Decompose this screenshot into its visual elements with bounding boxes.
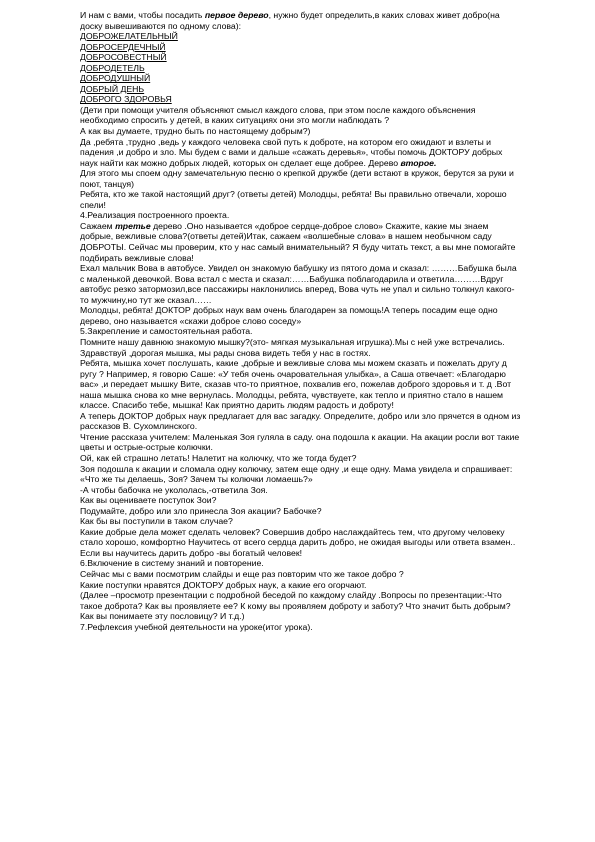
presentation-paragraph: (Далее –просмотр презентации с подробной беседой по каждому слайду .Вопросы по презентации:-Что такое доброта? Как вы проявляете ее? К кому вы проявляем доброту и заботу? Что значит быть добрым? Как вы понимаете эту пословицу? И т.д.) [80,590,511,622]
section-6-heading: 6.Включение в систему знаний и повторение. [80,558,264,569]
keyword-4: ДОБРОДЕТЕЛЬ [80,62,145,73]
question-1: Как вы оцениваете поступок Зои? [80,495,217,506]
story-paragraph: Ехал мальчик Вова в автобусе. Увидел он знакомую бабушку из пятого дома и сказал: ………Бабушка была с маленькой девочкой. Вова встал с места и сказал:……Бабушка поблагодарила и ответила………Вдруг автобус резко затормозил,все пассажиры наклонились вперед, Вова чуть не упал и сильно толкнул какого-то мужчину,но тут же сказал…… [80,263,517,305]
riddle-paragraph: А теперь ДОКТОР добрых наук предлагает для вас загадку. Определите, добро или зло прячется в одном из рассказов В. Сухомлинского. [80,410,521,432]
slides-paragraph: Сейчас мы с вами посмотрим слайды и еще раз повторим что же такое добро ? [80,568,404,579]
section-4-heading: 4.Реализация построенного проекта. [80,210,230,221]
keyword-2: ДОБРОСЕРДЕЧНЫЙ [80,41,166,52]
question-paragraph: А как вы думаете, трудно быть по настоящему добрым?) [80,126,311,137]
acts-paragraph: Какие поступки нравятся ДОКТОРУ добрых наук, а какие его огорчают. [80,579,367,590]
section-7-heading: 7.Рефлексия учебной деятельности на уроке(итог урока). [80,621,313,632]
intro-paragraph: И нам с вами, чтобы посадить первое дерево, нужно будет определить,в каких словах живет добро(на доску вывешиваются по одному слова): [80,10,500,31]
good-deeds-paragraph: Какие добрые дела может сделать человек? Совершив добро наслаждайтесь тем, что другому человеку стало хорошо, комфортно Научитесь от всего сердца дарить добро, не ожидая выгоды или ответа взамен.. Если вы научитесь дарить добро -вы богатый человек! [80,526,516,558]
song-paragraph: Для этого мы споем одну замечательную песню о крепкой дружбе (дети встают в кружок, берутся за руки и поют, танцуя) [80,168,514,189]
zoya-paragraph: Зоя подошла к акации и сломала одну колючку, затем еще одну ,и еще одну. Мама увидела и спрашивает: «Что же ты делаешь, Зоя? Зачем ты колючки ломаешь?» [80,463,513,485]
emphasis-second-tree: второе. [400,157,437,168]
zoya-answer-paragraph: -А чтобы бабочка не укололась,-ответила Зоя. [80,484,268,495]
butterfly-paragraph: Ой, как ей страшно летать! Налетит на колючку, что же тогда будет? [80,452,357,463]
reading-paragraph: Чтение рассказа учителем: Маленькая Зоя гуляла в саду. она подошла к акации. На акации росли вот такие цветы и острые-острые колючки. [80,431,520,453]
friend-paragraph: Ребята, кто же такой настоящий друг? (ответы детей) Молодцы, ребята! Вы правильно отвечали, хорошо спели! [80,189,507,210]
explain-paragraph: (Дети при помощи учителя объясняют смысл каждого слова, при этом после каждого объяснения необходимо спросить у детей, в каких ситуациях они это могли наблюдать ? [80,104,476,126]
document-page [80,10,522,632]
keyword-1: ДОБРОЖЕЛАТЕЛЬНЫЙ [80,31,178,42]
section-5-heading: 5.Закрепление и самостоятельная работа. [80,326,253,337]
question-3: Как бы вы поступили в таком случае? [80,516,233,527]
mouse-game-paragraph: Ребята, мышка хочет послушать, какие ,добрые и вежливые слова мы можем сказать и пожелать другу д ругу ? Например, я говорю Саше: «У тебя очень очаровательная улыбка», а Саша отвечает: «Благодарю вас» ,и передает мышку Вите, сказав что-то приятное, похвалив его, пожелав доброго здоровья и т. д .Вот наша мышка снова ко мне вернулась. Молодцы, ребята, чувствуете, как тепло и приятно стало в нашем классе. Спасибо тебе, мышка! Как приятно дарить людям радость и доброту! [80,358,512,411]
keyword-3: ДОБРОСОВЕСТНЫЙ [80,52,167,63]
keyword-7: ДОБРОГО ЗДОРОВЬЯ [80,94,172,105]
question-2: Подумайте, добро или зло принесла Зоя акации? Бабочке? [80,505,322,516]
yes-paragraph: Да ,ребята ,трудно ,ведь у каждого человека свой путь к доброте, на котором его ожидают и взлеты и падения ,и добро и зло. Мы будем с вами и дальше «сажать деревья», чтобы помочь ДОКТОРУ добрых наук найти как можно добрых людей, которых он сделает еще добрее. Дерево второе. [80,136,503,168]
well-done-paragraph: Молодцы, ребята! ДОКТОР добрых наук вам очень благодарен за помощь!А теперь посадим еще одно дерево, оно называется «скажи доброе слово соседу» [80,305,498,326]
emphasis-first-tree: первое дерево [204,10,269,20]
mouse-paragraph: Помните нашу давнюю знакомую мышку?(это- мягкая музыкальная игрушка).Мы с ней уже встречались. Здравствуй ,дорогая мышка, мы рады снова видеть тебя у нас в гостях. [80,336,505,358]
emphasis-third-tree: третье [115,220,151,231]
keyword-6: ДОБРЫЙ ДЕНЬ [80,83,145,94]
keyword-5: ДОБРОДУШНЫЙ [80,73,151,84]
third-tree-paragraph: Сажаем третье дерево .Оно называется «доброе сердце-доброе слово» Скажите, какие мы знаем добрые, вежливые слова?(ответы детей)Итак, сажаем «волшебные слова» в нашем необычном саду ДОБРОТЫ. Сейчас мы проверим, кто у нас самый внимательный? Я буду читать текст, а вы мне помогайте подбирать вежливые слова! [80,220,516,263]
